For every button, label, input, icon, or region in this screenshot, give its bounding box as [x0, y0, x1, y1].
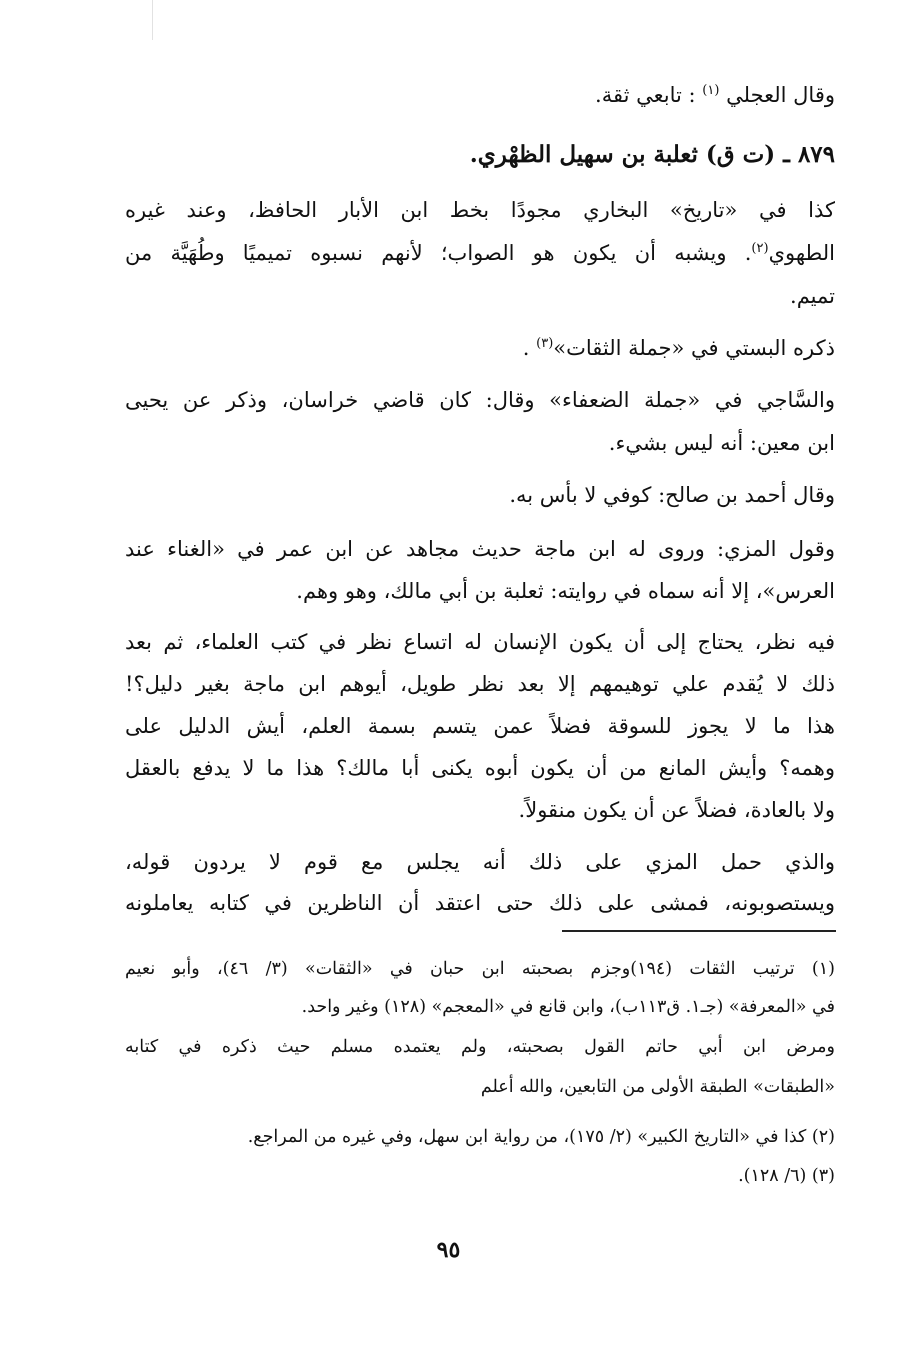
busti-rest: . [522, 336, 530, 360]
footnote-1-line-4: «الطبقات» الطبقة الأولى من التابعين، والله أعلم [480, 1077, 835, 1097]
entry-heading: ٨٧٩ ـ (ت ق) ثعلبة بن سهيل الظهْري. [469, 141, 835, 168]
paragraph-tarikh-line-2 [125, 238, 835, 268]
footnote-1-line-1: (١) ترتيب الثقات (١٩٤)وجزم بصحبته ابن حبان في «الثقات» (٣/ ٤٦)، وأبو نعيم [125, 959, 835, 979]
ijli-text: وقال العجلي [726, 83, 835, 107]
busti-text: ذكره البستي في «جملة الثقات» [553, 336, 835, 360]
page-number: ٩٥ [436, 1237, 461, 1263]
paragraph-saji-line-1: والسَّاجي في «جملة الضعفاء» وقال: كان قاضي خراسان، وذكر عن يحيى [125, 388, 835, 412]
paragraph-nazar-line-3: هذا ما لا يجوز للسوقة فضلاً عمن يتسم بسمة العلم، أيش الدليل على [125, 714, 835, 738]
paragraph-nazar-line-4: وهمه؟ وأيش المانع من أن يكون أبوه يكنى أبا مالك؟ هذا ما لا يدفع بالعقل [125, 756, 835, 780]
footnote-3: (٣) (٦/ ١٢٨). [738, 1166, 835, 1186]
footnote-separator [562, 930, 836, 932]
paragraph-busti [125, 333, 835, 363]
footnote-1-line-2: في «المعرفة» (جـ١. ق١١٣ب)، وابن قانع في «المعجم» (١٢٨) وغير واحد. [301, 997, 835, 1017]
tarikh-line-2-rest: . ويشبه أن يكون هو الصواب؛ لأنهم نسبوه تميميًا وطُهَيَّة من [125, 241, 752, 265]
paragraph-mizzi-line-1: وقول المزي: وروى له ابن ماجة حديث مجاهد عن ابن عمر في «الغناء عند [125, 537, 835, 561]
footnote-2: (٢) كذا في «التاريخ الكبير» (٢/ ١٧٥)، من رواية ابن سهل، وفي غيره من المراجع. [247, 1127, 835, 1147]
paragraph-tarikh-line-3: تميم. [790, 284, 835, 308]
paragraph-saji-line-2: ابن معين: أنه ليس بشيء. [608, 431, 835, 455]
paragraph-nazar-line-1: فيه نظر، يحتاج إلى أن يكون الإنسان له اتساع نظر في كتب العلماء، ثم بعد [125, 630, 835, 654]
scan-edge-line [152, 0, 153, 40]
paragraph-tarikh-line-1: كذا في «تاريخ» البخاري مجودًا بخط ابن الأبار الحافظ، وعند غيره [125, 198, 835, 222]
paragraph-nazar-line-5: ولا بالعادة، فضلاً عن أن يكون منقولاً. [518, 798, 835, 822]
paragraph-nazar-line-2: ذلك لا يُقدم علي توهيمهم إلا بعد نظر طويل، أيوهم ابن ماجة بغير دليل؟! [125, 672, 835, 696]
footnote-ref-3[interactable]: (٣) [536, 336, 554, 351]
footnote-ref-1[interactable]: (١) [702, 83, 720, 98]
paragraph-alladhi-line-2: ويستصوبونه، فمشى على ذلك حتى اعتقد أن الناظرين في كتابه يعاملونه [125, 891, 835, 915]
footnote-1-line-3: ومرض ابن أبي حاتم القول بصحبته، ولم يعتمده مسلم حيث ذكره في كتابه [125, 1037, 835, 1057]
ijli-rest: : تابعي ثقة. [595, 83, 696, 107]
paragraph-alladhi-line-1: والذي حمل المزي على ذلك أنه يجلس مع قوم لا يردون قوله، [125, 850, 835, 874]
tahawi-word: الطهوي [768, 241, 835, 265]
paragraph-ijli [125, 80, 835, 110]
paragraph-ahmad: وقال أحمد بن صالح: كوفي لا بأس به. [509, 483, 835, 507]
paragraph-mizzi-line-2: العرس»، إلا أنه سماه في روايته: ثعلبة بن أبي مالك، وهو وهم. [296, 579, 835, 603]
footnote-ref-2[interactable]: (٢) [751, 241, 769, 256]
